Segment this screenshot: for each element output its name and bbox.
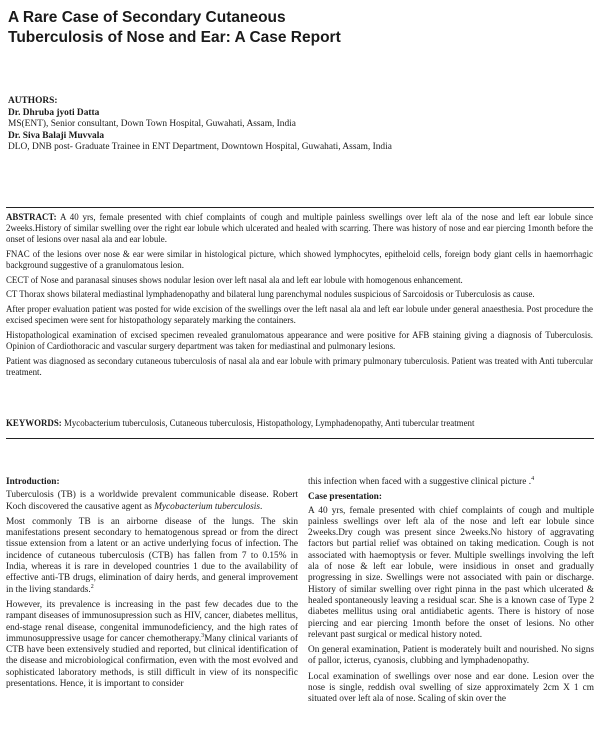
intro-paragraph [6,600,298,690]
author-name: Dr. Dhruba jyoti Datta [8,107,100,118]
abstract-section [6,212,593,382]
divider [6,438,594,439]
abstract-paragraph: CECT of Nose and paranasal sinuses shows nodular lesion over left nasal ala and left ear lobule with homogenous enhancement. [6,274,463,285]
author-affiliation: DLO, DNB post- Graduate Trainee in ENT Department, Downtown Hospital, Guwahati, Assam, India [8,142,392,153]
organism-name: Mycobacterium tuberculosis [154,501,260,512]
title-line-2: Tuberculosis of Nose and Ear: A Case Report [8,29,341,46]
abstract-paragraph: Histopathological examination of excised specimen revealed granulomatous appearance and were positive for AFB staining giving a diagnosis of Tuberculosis. Opinion of Cardiothoracic and vascular surgery department was taken for mediastinal and pulmonary lesions. [6,330,593,352]
abstract-paragraph [6,212,593,245]
abstract-text: A 40 yrs, female presented with chief complaints of cough and multiple painless swellings over left ala of the nose and left ear lobule since 2weeks.History of similar swelling over the right ear lobule which ulcerated and healed with scarring. There was history of nose and ear piercing 1month before the onset of lesions over nasal ala and ear lobule. [6,212,593,244]
abstract-paragraph: CT Thorax shows bilateral mediastinal lymphadenopathy and bilateral lung parenchymal nodules suspicious of Sarcoidosis or Tuberculosis as cause. [6,289,535,300]
case-paragraph: On general examination, Patient is moderately built and nourished. No signs of pallor, icterus, cyanosis, clubbing and lymphadenopathy. [308,645,594,667]
citation-ref: 4 [531,475,535,482]
intro-text: this infection when faced with a suggestive clinical picture . [308,477,532,487]
keywords-label: KEYWORDS: [6,418,62,428]
divider [6,207,594,208]
citation-ref: 2 [90,583,94,590]
intro-paragraph [6,490,298,513]
intro-text: Tuberculosis (TB) is a worldwide prevalent communicable disease. Robert Koch discovered the causative agent as [6,490,298,512]
authors-block [8,96,588,154]
intro-text: Many clinical variants of CTB have been extensively studied and reported, but clinical identification of the disease and microbiological confirmation, even with the most evolved and sophisticated laboratory methods, is still difficult in view of its nonspecific presentations. Hence, it is important to consider [6,633,298,690]
case-paragraph: Local examination of swellings over nose and ear done. Lesion over the nose is single, reddish oval swelling of size approximately 2cm X 1 cm situated over left ala of nose. Scaling of skin over the [308,671,594,705]
author-name: Dr. Siva Balaji Muvvala [8,130,105,141]
title-line-1: A Rare Case of Secondary Cutaneous [8,9,286,26]
abstract-label: ABSTRACT: [6,212,57,222]
abstract-paragraph: FNAC of the lesions over nose & ear were similar in histological picture, which showed lymphocytes, epitheloid cells, foreign body giant cells in haemorrhagic background suggestive of a granulomatous lesion. [6,248,593,270]
abstract-paragraph: Patient was diagnosed as secondary cutaneous tuberculosis of nasal ala and ear lobule with primary pulmonary tuberculosis. Patient was treated with Anti tubercular treatment. [6,355,593,377]
abstract-paragraph: After proper evaluation patient was posted for wide excision of the swellings over the left nasal ala and left ear lobule under general anaesthesia. Post procedure the excised specimen were sent for histopathology separately marking the containers. [6,304,593,326]
intro-text: . [259,501,263,512]
case-paragraph: A 40 yrs, female presented with chief complaints of cough and multiple painless swellings over left ala of the nose and left ear lobule since 2weeks.Dry cough was present since 2weeks.No history of aggravating factors but partial relief was obtained on taking medication. Cough is not associated with haemoptysis or fever. Multiple swellings involving the left ala of nose & left ear lobule, were insidious in onset and gradually progressing in size. Swellings were not associated with pain or discharge. History of similar swelling over right pinna in the past which ulcerated & healed spontaneously leaving a residual scar. She is a known case of Type 2 diabetes mellitus using oral antidiabetic agents. There is history of nose piercing and ear piercing 1month before the onset of lesions. No other relevant past surgical or medical history noted. [308,505,594,640]
intro-paragraph [6,517,298,596]
left-column [6,477,298,694]
right-column [308,477,594,710]
intro-continuation [308,477,594,488]
intro-text: Most commonly TB is an airborne disease of the lungs. The skin manifestations present secondary to hematogenous spread or from the direct tissue extension from a latent or an active underlying focus of infection. The incidence of cutaneous tuberculosis (CTB) has fallen from 7 to 0.15% in India, whereas it is rare in developed countries 1 due to the availability of effective anti-TB drugs, elimination of dairy herds, and general improvement in the living standards. [6,516,298,595]
keywords-section [6,418,593,429]
intro-text: However, its prevalence is increasing in the past few decades due to the rampant diseases of immunosupression such as HIV, cancer, diabetes mellitus, end-stage renal disease, congenital immunodeficiency, and the high rates of immunosuppressive usage for cancer chemotherapy. [6,599,298,644]
paper-title [8,8,568,48]
citation-ref: 3 [201,632,205,639]
keywords-text: Mycobacterium tuberculosis, Cutaneous tuberculosis, Histopathology, Lymphadenopathy, Anti tubercular treatment [63,418,475,428]
authors-label: AUTHORS: [8,96,58,106]
case-presentation-heading: Case presentation: [308,492,382,503]
introduction-heading: Introduction: [6,477,60,487]
author-affiliation: MS(ENT), Senior consultant, Down Town Hospital, Guwahati, Assam, India [8,119,296,130]
